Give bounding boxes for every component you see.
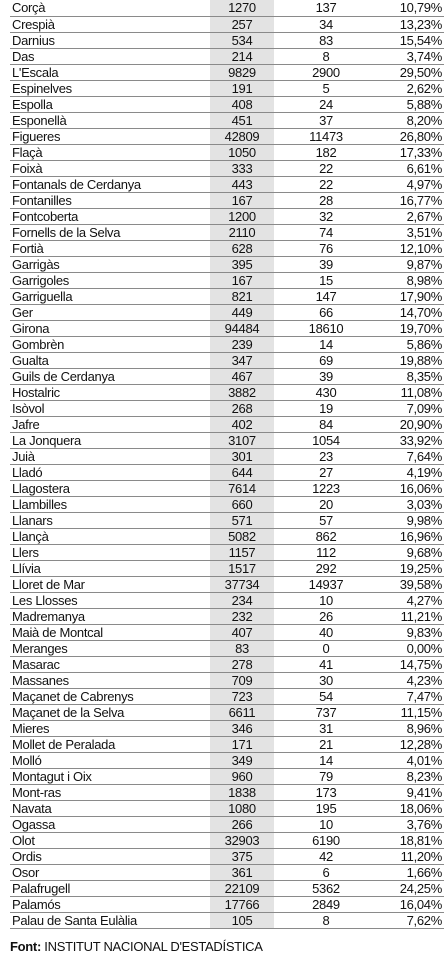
population-value: 2110 [210,225,274,241]
population-value: 346 [210,721,274,737]
municipality-name: Garriguella [10,289,210,305]
population-value: 1270 [210,0,274,17]
count-value: 34 [274,17,378,33]
percentage-value: 5,86% [378,337,444,353]
table-row [10,241,444,257]
table-row [10,657,444,673]
municipality-name: Meranges [10,641,210,657]
population-value: 191 [210,81,274,97]
percentage-value: 1,66% [378,865,444,881]
source-label: Font: [10,939,41,954]
population-value: 960 [210,769,274,785]
population-value: 571 [210,513,274,529]
count-value: 74 [274,225,378,241]
count-value: 24 [274,97,378,113]
table-row [10,817,444,833]
population-value: 375 [210,849,274,865]
table-row [10,897,444,913]
count-value: 11473 [274,129,378,145]
municipality-name: Palafrugell [10,881,210,897]
table-row [10,673,444,689]
percentage-value: 3,76% [378,817,444,833]
count-value: 26 [274,609,378,625]
table-row [10,497,444,513]
count-value: 430 [274,385,378,401]
municipality-name: Espinelves [10,81,210,97]
table-row [10,257,444,273]
table-row [10,161,444,177]
municipality-name: Jafre [10,417,210,433]
table-row [10,785,444,801]
population-value: 402 [210,417,274,433]
count-value: 31 [274,721,378,737]
table-row [10,769,444,785]
percentage-value: 2,67% [378,209,444,225]
population-value: 232 [210,609,274,625]
municipality-name: Llambilles [10,497,210,513]
count-value: 5362 [274,881,378,897]
population-value: 1050 [210,145,274,161]
count-value: 40 [274,625,378,641]
municipality-name: Fornells de la Selva [10,225,210,241]
count-value: 14937 [274,577,378,593]
percentage-value: 7,64% [378,449,444,465]
table-row [10,609,444,625]
municipality-name: Lloret de Mar [10,577,210,593]
count-value: 57 [274,513,378,529]
population-value: 22109 [210,881,274,897]
count-value: 27 [274,465,378,481]
municipality-name: Llagostera [10,481,210,497]
population-value: 42809 [210,129,274,145]
table-row [10,737,444,753]
municipality-name: Foixà [10,161,210,177]
population-value: 361 [210,865,274,881]
table-row [10,17,444,33]
municipality-name: Flaçà [10,145,210,161]
table-row [10,129,444,145]
count-value: 84 [274,417,378,433]
municipality-name: Les Llosses [10,593,210,609]
municipality-name: Juià [10,449,210,465]
municipality-name: Lladó [10,465,210,481]
population-value: 32903 [210,833,274,849]
population-value: 467 [210,369,274,385]
percentage-value: 24,25% [378,881,444,897]
population-value: 1157 [210,545,274,561]
table-row [10,593,444,609]
municipality-name: Figueres [10,129,210,145]
percentage-value: 17,33% [378,145,444,161]
population-value: 234 [210,593,274,609]
percentage-value: 8,23% [378,769,444,785]
table-row [10,913,444,929]
percentage-value: 4,01% [378,753,444,769]
table-row [10,113,444,129]
table-row [10,689,444,705]
count-value: 30 [274,673,378,689]
count-value: 292 [274,561,378,577]
population-value: 266 [210,817,274,833]
count-value: 862 [274,529,378,545]
municipality-name: Montagut i Oix [10,769,210,785]
population-value: 301 [210,449,274,465]
count-value: 32 [274,209,378,225]
percentage-value: 7,62% [378,913,444,929]
population-value: 94484 [210,321,274,337]
percentage-value: 7,47% [378,689,444,705]
count-value: 69 [274,353,378,369]
count-value: 20 [274,497,378,513]
count-value: 15 [274,273,378,289]
percentage-value: 8,98% [378,273,444,289]
population-value: 821 [210,289,274,305]
population-value: 347 [210,353,274,369]
municipality-name: Hostalric [10,385,210,401]
percentage-value: 39,58% [378,577,444,593]
count-value: 39 [274,369,378,385]
percentage-value: 9,83% [378,625,444,641]
table-row [10,305,444,321]
count-value: 2849 [274,897,378,913]
population-value: 451 [210,113,274,129]
percentage-value: 12,28% [378,737,444,753]
table-row [10,625,444,641]
percentage-value: 11,20% [378,849,444,865]
table-row [10,353,444,369]
percentage-value: 6,61% [378,161,444,177]
percentage-value: 4,97% [378,177,444,193]
municipality-name: La Jonquera [10,433,210,449]
percentage-value: 29,50% [378,65,444,81]
table-row [10,881,444,897]
municipality-name: Maçanet de la Selva [10,705,210,721]
table-row [10,273,444,289]
count-value: 83 [274,33,378,49]
percentage-value: 8,96% [378,721,444,737]
population-value: 171 [210,737,274,753]
population-value: 349 [210,753,274,769]
percentage-value: 26,80% [378,129,444,145]
source-name: INSTITUT NACIONAL D'ESTADÍSTICA [44,939,263,954]
population-value: 7614 [210,481,274,497]
table-row [10,481,444,497]
count-value: 22 [274,161,378,177]
municipality-name: Palamós [10,897,210,913]
table-row [10,561,444,577]
municipality-name: Gombrèn [10,337,210,353]
population-value: 1517 [210,561,274,577]
table-body [10,0,444,929]
population-value: 628 [210,241,274,257]
municipality-name: Llançà [10,529,210,545]
population-value: 278 [210,657,274,673]
population-value: 709 [210,673,274,689]
population-value: 395 [210,257,274,273]
population-value: 1200 [210,209,274,225]
count-value: 14 [274,337,378,353]
percentage-value: 20,90% [378,417,444,433]
table-row [10,337,444,353]
municipality-name: Fontanilles [10,193,210,209]
count-value: 6190 [274,833,378,849]
percentage-value: 9,41% [378,785,444,801]
population-value: 3107 [210,433,274,449]
percentage-value: 14,70% [378,305,444,321]
municipality-name: Maià de Montcal [10,625,210,641]
percentage-value: 11,21% [378,609,444,625]
percentage-value: 13,23% [378,17,444,33]
municipality-table [10,0,444,929]
population-value: 408 [210,97,274,113]
count-value: 1223 [274,481,378,497]
population-value: 449 [210,305,274,321]
percentage-value: 12,10% [378,241,444,257]
table-row [10,145,444,161]
municipality-name: Llers [10,545,210,561]
table-row [10,465,444,481]
municipality-name: Guils de Cerdanya [10,369,210,385]
municipality-name: Esponellà [10,113,210,129]
municipality-name: Mollet de Peralada [10,737,210,753]
municipality-name: Navata [10,801,210,817]
count-value: 10 [274,817,378,833]
count-value: 137 [274,0,378,17]
table-row [10,33,444,49]
municipality-name: Garrigàs [10,257,210,273]
population-value: 1080 [210,801,274,817]
count-value: 19 [274,401,378,417]
count-value: 5 [274,81,378,97]
municipality-name: Llanars [10,513,210,529]
percentage-value: 11,08% [378,385,444,401]
population-value: 5082 [210,529,274,545]
table-row [10,705,444,721]
municipality-name: Girona [10,321,210,337]
percentage-value: 7,09% [378,401,444,417]
percentage-value: 8,35% [378,369,444,385]
table-row [10,833,444,849]
municipality-name: Mont-ras [10,785,210,801]
municipality-name: Corçà [10,0,210,17]
municipality-name: Das [10,49,210,65]
table-row [10,865,444,881]
table-row [10,641,444,657]
percentage-value: 14,75% [378,657,444,673]
table-row [10,193,444,209]
municipality-name: Espolla [10,97,210,113]
table-row [10,753,444,769]
percentage-value: 19,88% [378,353,444,369]
population-value: 17766 [210,897,274,913]
municipality-name: Massanes [10,673,210,689]
table-row [10,545,444,561]
count-value: 42 [274,849,378,865]
population-value: 407 [210,625,274,641]
municipality-name: Maçanet de Cabrenys [10,689,210,705]
percentage-value: 18,81% [378,833,444,849]
count-value: 112 [274,545,378,561]
municipality-name: Masarac [10,657,210,673]
municipality-name: Isòvol [10,401,210,417]
percentage-value: 4,19% [378,465,444,481]
population-value: 37734 [210,577,274,593]
population-value: 534 [210,33,274,49]
percentage-value: 33,92% [378,433,444,449]
count-value: 2900 [274,65,378,81]
count-value: 1054 [274,433,378,449]
percentage-value: 17,90% [378,289,444,305]
municipality-name: Crespià [10,17,210,33]
table-row [10,849,444,865]
table-row [10,721,444,737]
municipality-name: Gualta [10,353,210,369]
percentage-value: 8,20% [378,113,444,129]
count-value: 10 [274,593,378,609]
table-row [10,449,444,465]
municipality-name: Llívia [10,561,210,577]
municipality-name: Molló [10,753,210,769]
count-value: 22 [274,177,378,193]
population-value: 105 [210,913,274,929]
percentage-value: 3,03% [378,497,444,513]
municipality-name: Olot [10,833,210,849]
table-row [10,49,444,65]
municipality-name: Fontanals de Cerdanya [10,177,210,193]
table-row [10,385,444,401]
table-row [10,321,444,337]
count-value: 54 [274,689,378,705]
table-row [10,65,444,81]
population-value: 167 [210,273,274,289]
percentage-value: 3,51% [378,225,444,241]
table-row [10,97,444,113]
count-value: 173 [274,785,378,801]
population-value: 443 [210,177,274,193]
population-value: 723 [210,689,274,705]
table-row [10,433,444,449]
count-value: 147 [274,289,378,305]
count-value: 18610 [274,321,378,337]
municipality-name: Fontcoberta [10,209,210,225]
municipality-name: Ogassa [10,817,210,833]
count-value: 737 [274,705,378,721]
count-value: 21 [274,737,378,753]
percentage-value: 5,88% [378,97,444,113]
count-value: 8 [274,49,378,65]
municipality-name: Osor [10,865,210,881]
count-value: 23 [274,449,378,465]
percentage-value: 16,04% [378,897,444,913]
municipality-name: Mieres [10,721,210,737]
population-value: 1838 [210,785,274,801]
percentage-value: 16,06% [378,481,444,497]
percentage-value: 19,25% [378,561,444,577]
population-value: 268 [210,401,274,417]
count-value: 41 [274,657,378,673]
population-value: 167 [210,193,274,209]
population-value: 257 [210,17,274,33]
population-value: 9829 [210,65,274,81]
population-value: 660 [210,497,274,513]
table-row [10,369,444,385]
table-row [10,801,444,817]
table-row [10,225,444,241]
count-value: 39 [274,257,378,273]
percentage-value: 0,00% [378,641,444,657]
percentage-value: 16,96% [378,529,444,545]
municipality-name: Palau de Santa Eulàlia [10,913,210,929]
table-row [10,401,444,417]
percentage-value: 4,27% [378,593,444,609]
percentage-value: 3,74% [378,49,444,65]
population-value: 644 [210,465,274,481]
municipality-name: Ger [10,305,210,321]
percentage-value: 2,62% [378,81,444,97]
population-value: 333 [210,161,274,177]
count-value: 37 [274,113,378,129]
count-value: 79 [274,769,378,785]
table-row [10,513,444,529]
municipality-name: L'Escala [10,65,210,81]
table-row [10,529,444,545]
municipality-name: Fortià [10,241,210,257]
percentage-value: 4,23% [378,673,444,689]
percentage-value: 18,06% [378,801,444,817]
count-value: 8 [274,913,378,929]
percentage-value: 16,77% [378,193,444,209]
municipality-name: Madremanya [10,609,210,625]
source-footer [10,939,263,954]
percentage-value: 11,15% [378,705,444,721]
count-value: 66 [274,305,378,321]
table-row [10,289,444,305]
count-value: 182 [274,145,378,161]
count-value: 0 [274,641,378,657]
percentage-value: 15,54% [378,33,444,49]
municipality-name: Ordis [10,849,210,865]
population-value: 239 [210,337,274,353]
table-row [10,177,444,193]
population-value: 3882 [210,385,274,401]
count-value: 14 [274,753,378,769]
table-row [10,417,444,433]
count-value: 76 [274,241,378,257]
population-value: 6611 [210,705,274,721]
percentage-value: 10,79% [378,0,444,17]
percentage-value: 19,70% [378,321,444,337]
municipality-name: Darnius [10,33,210,49]
table-row [10,209,444,225]
percentage-value: 9,87% [378,257,444,273]
population-value: 214 [210,49,274,65]
population-value: 83 [210,641,274,657]
table-row [10,0,444,17]
table-row [10,577,444,593]
count-value: 28 [274,193,378,209]
municipality-name: Garrigoles [10,273,210,289]
count-value: 195 [274,801,378,817]
count-value: 6 [274,865,378,881]
percentage-value: 9,68% [378,545,444,561]
table-row [10,81,444,97]
percentage-value: 9,98% [378,513,444,529]
